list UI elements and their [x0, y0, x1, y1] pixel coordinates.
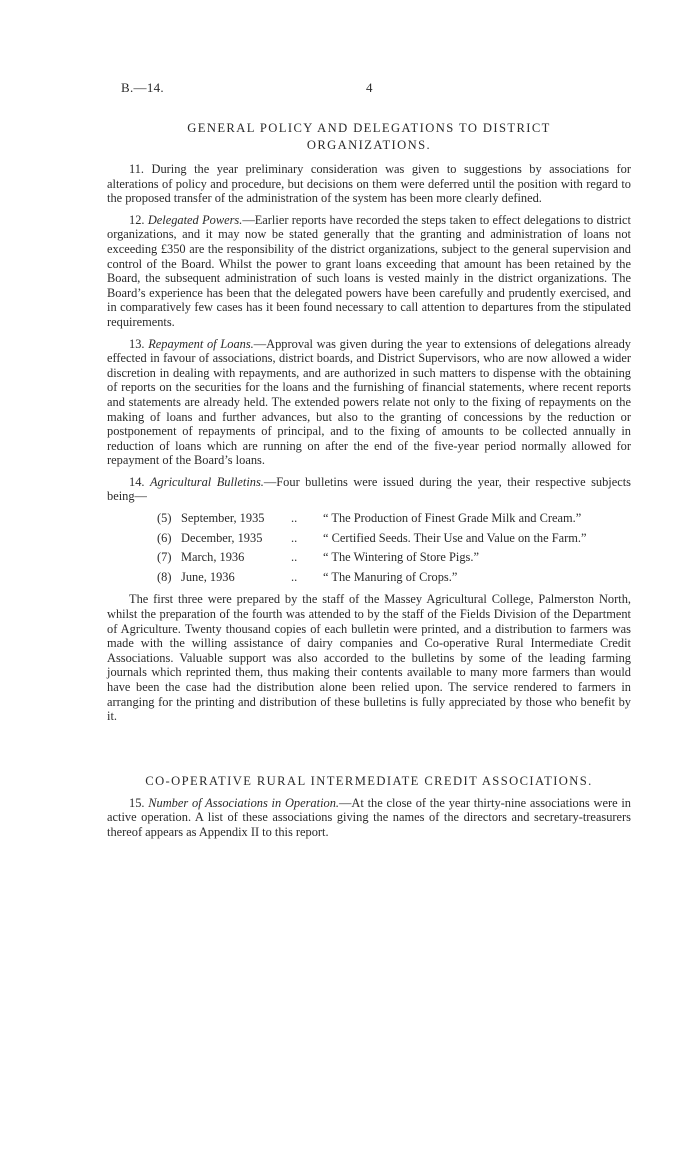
document-reference: B.—14. — [121, 80, 164, 95]
section-heading-credit-associations: CO-OPERATIVE RURAL INTERMEDIATE CREDIT ASSOCIATIONS. — [145, 773, 593, 788]
paragraph-15-title: Number of Associations in Operation. — [148, 795, 340, 810]
bulletin-number: (7) — [157, 550, 172, 565]
bulletin-date: September, 1935 — [181, 511, 265, 526]
paragraph-11 — [107, 162, 631, 206]
paragraph-15-text: —At the close of the year thirty-nine associations were in active operation. A list of these associations giving the names of the directors and secretary-treasurers thereof appears as Appendix II to this report. — [107, 795, 632, 839]
bulletin-title: “ The Wintering of Store Pigs.” — [323, 550, 479, 565]
bulletin-list — [107, 511, 631, 584]
paragraph-12-number: 12. — [129, 212, 148, 227]
paragraph-13-title: Repayment of Loans. — [148, 336, 254, 351]
heading-line-2: ORGANIZATIONS. — [306, 138, 432, 152]
paragraph-13-number: 13. — [129, 336, 149, 351]
bulletin-item — [107, 570, 631, 585]
page-content — [107, 120, 631, 847]
heading-line-1: GENERAL POLICY AND DELEGATIONS TO DISTRICT — [187, 121, 551, 135]
bulletin-date: March, 1936 — [181, 550, 245, 565]
paragraph-bulletins-distribution — [107, 592, 631, 723]
paragraph-15 — [107, 796, 631, 840]
paragraph-bulletins-distribution-text: The first three were prepared by the staff of the Massey Agricultural College, Palmerston North, whilst the preparation of the fourth was attended to by the staff of the Fields Division of the Department of Agriculture. Twenty thousand copies of each bulletin were printed, and a distribution to farmers was made with the willing assistance of dairy companies and Co-operative Rural Intermediate Credit Associations. Valuable support was also accorded to the bulletins by some of the leading farming journals which reprinted them, thus making their contents available to many more farmers than would have been the case had the distribution alone been relied upon. The service rendered to farmers in arranging for the printing and distribution of these bulletins is fully appreciated by those who benefit by it. — [107, 592, 631, 724]
bulletin-title: “ Certified Seeds. Their Use and Value on the Farm.” — [323, 530, 587, 545]
paragraph-14-title: Agricultural Bulletins. — [149, 474, 264, 489]
bulletin-leader-dots: .. — [291, 550, 298, 565]
bulletin-item — [107, 531, 631, 546]
page-number: 4 — [366, 80, 373, 95]
bulletin-number: (8) — [157, 569, 172, 584]
bulletin-date: June, 1936 — [181, 569, 235, 584]
bulletin-title: “ The Manuring of Crops.” — [323, 569, 458, 584]
section-heading-general-policy — [107, 120, 631, 154]
paragraph-12 — [107, 213, 631, 330]
paragraph-14 — [107, 475, 631, 504]
bulletin-leader-dots: .. — [291, 569, 298, 584]
paragraph-13 — [107, 337, 631, 468]
bulletin-leader-dots: .. — [291, 511, 298, 526]
bulletin-number: (5) — [157, 511, 172, 526]
paragraph-12-text: —Earlier reports have recorded the steps taken to effect delegations to district organizations, and it may now be stated generally that the granting and administration of loans not exceeding £350 are the responsibility of the district organizations, subject to the general supervision and control of the Board. Whilst the power to grant loans exceeding that amount has been retained by the Board, the subsequent administration of such loans is vested mainly in the district organizations. The Board’s experience has been that the delegated powers have been carefully and prudently exercised, and in comparatively few cases has it been found necessary to call attention to departures from the stipulated requirements. — [107, 212, 631, 329]
bulletin-item — [107, 550, 631, 565]
paragraph-13-text: —Approval was given during the year to extensions of delegations already effected in favour of associations, district boards, and District Supervisors, who are now allowed a wider discretion in dealing with repayments, and are authorized in such matters to dispense with the obtaining of reports on the securities for the loans and the furnishing of financial statements, where recent reports and statements are already held. The extended powers relate not only to the fixing of repayments on the making of loans and further advances, but also to the granting of concessions by the reduction or postponement of repayments of principal, and to the fixing of amounts to be collected annually in reduction of loans which are running on after the end of the five-year period normally allowed for repayment of the Board’s loans. — [107, 336, 631, 468]
paragraph-11-text: 11. During the year preliminary consideration was given to suggestions by associations for alterations of policy and procedure, but decisions on them were deferred until the position with regard to the proposed transfer of the administration of the system has been more clearly defined. — [107, 162, 631, 206]
bulletin-date: December, 1935 — [181, 530, 263, 545]
bulletin-item — [107, 511, 631, 526]
paragraph-14-text: —Four bulletins were issued during the year, their respective subjects being— — [107, 474, 632, 504]
bulletin-leader-dots: .. — [291, 530, 298, 545]
paragraph-14-number: 14. — [129, 474, 150, 489]
paragraph-12-title: Delegated Powers. — [147, 212, 243, 227]
paragraph-15-number: 15. — [129, 795, 149, 810]
bulletin-number: (6) — [157, 530, 172, 545]
section-spacer — [107, 731, 631, 773]
bulletin-title: “ The Production of Finest Grade Milk and Cream.” — [323, 511, 582, 526]
